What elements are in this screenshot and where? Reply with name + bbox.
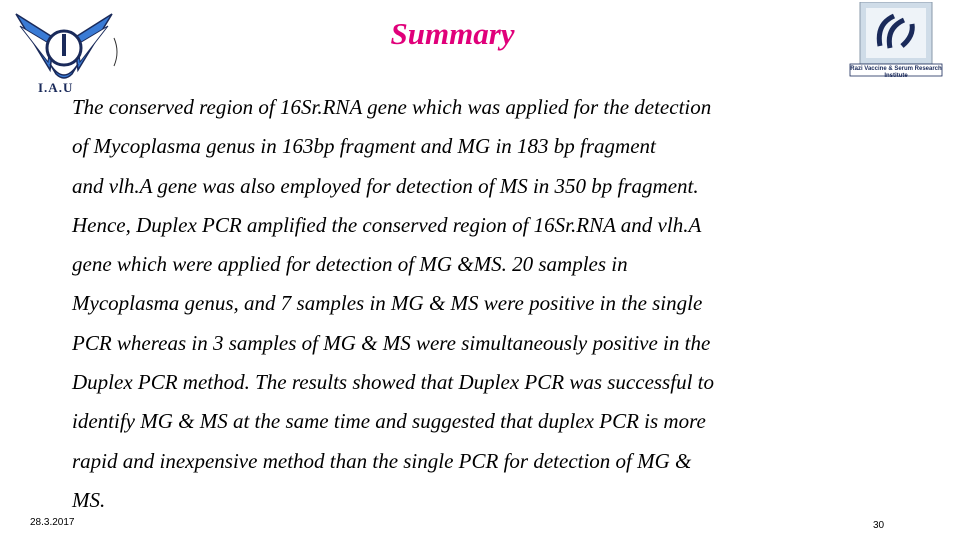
slide-title: Summary	[390, 16, 515, 51]
university-logo-text: I.A.U	[38, 80, 74, 95]
institute-logo-caption: Razi Vaccine & Serum Research Institute	[850, 66, 942, 79]
summary-paragraph: The conserved region of 16Sr.RNA gene which was applied for the detection of Mycoplasma genus in 163bp fragment and MG in 183 bp fragment and vlh.A gene was also employed for detection of MS in 350 bp fragment. Hence, Duplex PCR amplified the conserved region of 16Sr.RNA and vlh.A gene which were applied for detection of MG &MS. 20 samples in Mycoplasma genus, and 7 samples in MG & MS were positive in the single PCR whereas in 3 samples of MG & MS were simultaneously positive in the Duplex PCR method. The results showed that Duplex PCR was successful to identify MG & MS at the same time and suggested that duplex PCR is more rapid and inexpensive method than the single PCR for detection of MG & MS.	[72, 95, 714, 512]
footer-date: 28.3.2017	[30, 517, 75, 528]
page-number: 30	[873, 520, 885, 531]
